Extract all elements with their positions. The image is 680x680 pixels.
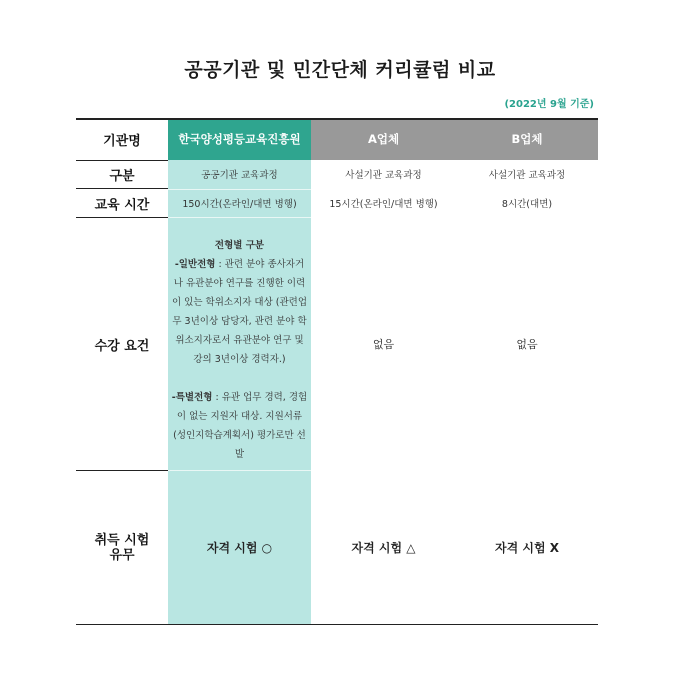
row-label-time: 교육 시간 xyxy=(94,197,150,213)
time-col3: 8시간(대면) xyxy=(501,199,553,210)
general-track-text: : 관련 분야 종사자거나 유관분야 연구를 진행한 이력이 있는 학위소지자 대상 (관련업무 3년이상 담당자, 관련 분야 학위소지자로서 유관분야 연구 및 강의 3년이상 경력자.) xyxy=(171,259,308,365)
general-track-title: -일반전형 xyxy=(174,259,216,270)
header-col-a: A업체 xyxy=(311,118,456,160)
row-label-exam: 취득 시험 유무 xyxy=(94,532,150,563)
label-rule xyxy=(76,217,168,218)
general-track xyxy=(171,255,308,369)
label-rule xyxy=(76,160,168,161)
requirement-col2: 없음 xyxy=(372,338,395,351)
row-label-requirement: 수강 요건 xyxy=(94,338,150,354)
requirement-heading: 전형별 구분 xyxy=(214,240,265,251)
col-separator xyxy=(168,470,311,471)
header-col-b: B업체 xyxy=(456,118,598,160)
header-label: 기관명 xyxy=(103,133,141,149)
comparison-table xyxy=(76,118,598,625)
special-track xyxy=(171,388,308,464)
time-col2: 15시간(온라인/대면 병행) xyxy=(329,199,438,210)
exam-col3: 자격 시험 X xyxy=(495,541,559,555)
category-col3: 사설기관 교육과정 xyxy=(488,170,566,181)
requirement-col1 xyxy=(168,230,311,470)
header-col-kigepe: 한국양성평등교육진흥원 xyxy=(168,118,311,160)
label-rule xyxy=(76,470,168,471)
row-label-category: 구분 xyxy=(109,168,135,184)
date-note: (2022년 9월 기준) xyxy=(504,99,594,110)
page-title: 공공기관 및 민간단체 커리큘럼 비교 xyxy=(184,59,496,81)
col-separator xyxy=(168,189,311,190)
category-col1: 공공기관 교육과정 xyxy=(201,170,278,181)
special-track-title: -특별전형 xyxy=(171,392,213,403)
special-track-text: : 유관 업무 경력, 경험이 없는 지원자 대상. 지원서류(성인지학습계획서) 평가로만 선발 xyxy=(173,392,308,460)
requirement-col3: 없음 xyxy=(516,338,538,351)
table-top-rule xyxy=(76,118,598,120)
category-col2: 사설기관 교육과정 xyxy=(345,170,422,181)
exam-col1: 자격 시험 ○ xyxy=(206,541,273,555)
time-col1: 150시간(온라인/대면 병행) xyxy=(182,199,297,210)
label-rule xyxy=(76,188,168,189)
col-separator xyxy=(168,217,311,218)
exam-col2: 자격 시험 △ xyxy=(351,541,416,555)
table-bottom-rule xyxy=(76,624,598,625)
